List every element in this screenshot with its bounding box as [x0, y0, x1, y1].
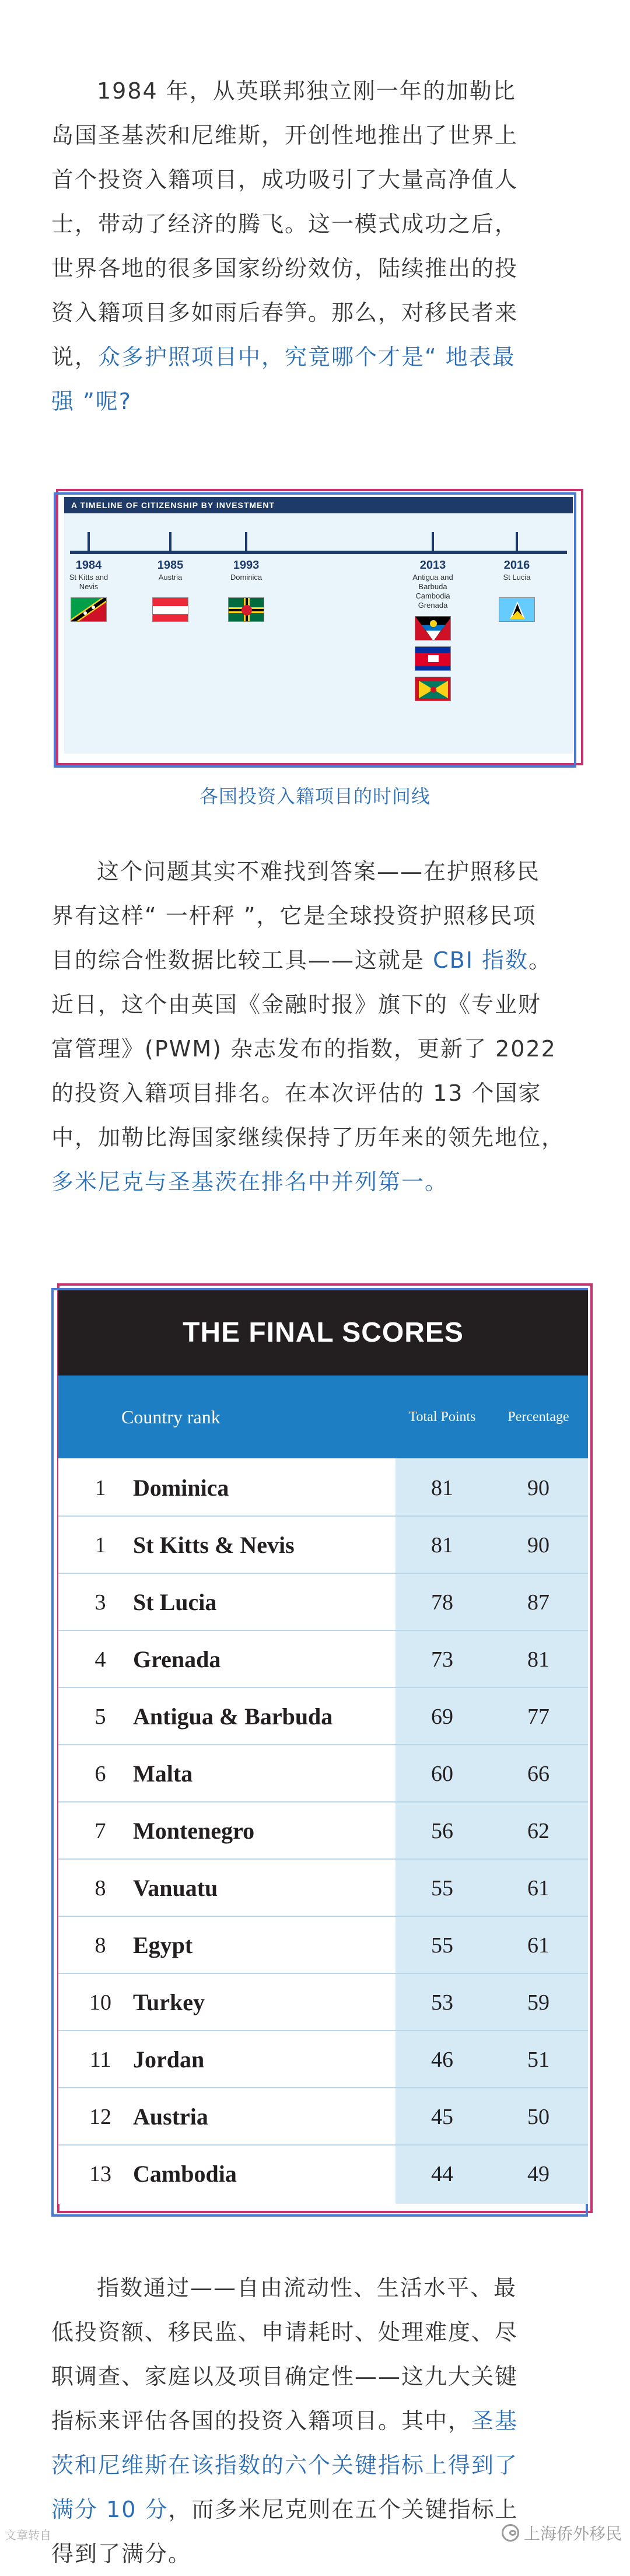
rank-cell: 3: [94, 1590, 106, 1615]
rank-cell: 10: [89, 1990, 111, 2015]
cbi-line: 富管理》(PWM) 杂志发布的指数，更新了 2022: [51, 1036, 556, 1062]
points-cell: 45: [431, 2105, 453, 2129]
points-cell: 53: [431, 1990, 453, 2015]
timeline-tick: [516, 532, 518, 553]
table-row: [58, 1860, 588, 1917]
table-row: [58, 1688, 588, 1745]
cbi-line: 界有这样“ 一杆秤 ”，它是全球投资护照移民项: [51, 903, 537, 929]
rank-cell: 7: [94, 1819, 106, 1843]
table-row: [58, 1517, 588, 1574]
timeline-country: Austria: [158, 573, 183, 582]
percentage-cell: 90: [527, 1476, 550, 1500]
cbi-line: 目的综合性数据比较工具——这就是: [51, 947, 433, 973]
indicators-line: ，而多米尼克则在五个关键指标上: [168, 2497, 519, 2522]
table-row: [58, 2031, 588, 2088]
dominica-flag: [228, 597, 264, 622]
intro-highlight-end: 强 ”呢?: [51, 388, 132, 414]
timeline-figure: [54, 489, 583, 765]
points-cell: 81: [431, 1533, 453, 1558]
ranking-highlight: 多米尼克与圣基茨在排名中并列第一。: [51, 1169, 449, 1195]
cbi-line: 的投资入籍项目排名。在本次评估的 13 个国家: [51, 1080, 542, 1106]
table-row: [58, 1917, 588, 1974]
wechat-icon: [502, 2524, 519, 2542]
intro-line: 世界各地的很多国家纷纷效仿，陆续推出的投: [51, 256, 519, 281]
table-row: [58, 1460, 588, 1517]
intro-line: 1984 年，从英联邦独立刚一年的加勒比: [97, 78, 516, 104]
austria-flag: [152, 597, 188, 622]
table-row: [58, 1974, 588, 2031]
country-cell: Antigua & Barbuda: [133, 1703, 333, 1730]
points-cell: 60: [431, 1762, 453, 1786]
timeline-entry: [205, 558, 287, 622]
rank-cell: 12: [89, 2105, 111, 2129]
percentage-cell: 66: [527, 1762, 550, 1786]
full-score-highlight: 满分 10 分: [51, 2497, 169, 2522]
right-watermark-text: 上海侨外移民: [523, 2524, 622, 2543]
indicators-line: 职调查、家庭以及项目确定性——这九大关键: [51, 2364, 519, 2389]
rank-cell: 13: [89, 2162, 111, 2186]
timeline-entry: [392, 558, 474, 701]
table-body: [58, 1458, 588, 2204]
table-row: [58, 1631, 588, 1688]
rank-cell: 4: [94, 1647, 106, 1672]
intro-line: 资入籍项目多如雨后春笋。那么，对移民者来: [51, 300, 519, 326]
timeline-year: 2013: [419, 559, 446, 572]
cbi-period: 。: [528, 947, 552, 973]
indicators-line: 得到了满分。: [51, 2541, 192, 2567]
country-cell: Vanuatu: [133, 1875, 218, 1901]
percentage-cell: 59: [527, 1990, 550, 2015]
cambodia-flag: [415, 646, 451, 671]
indicators-line: 指数通过——自由流动性、生活水平、最: [97, 2275, 517, 2301]
country-cell: Egypt: [133, 1932, 193, 1958]
country-cell: St Kitts & Nevis: [133, 1532, 295, 1558]
cbi-paragraph: [51, 849, 579, 1204]
country-cell: Turkey: [133, 1989, 205, 2015]
points-cell: 69: [431, 1704, 453, 1729]
timeline-entry: [476, 558, 558, 622]
percentage-cell: 77: [527, 1704, 550, 1729]
points-cell: 44: [431, 2162, 453, 2186]
final-scores-table: [58, 1290, 588, 2204]
antigua-flag: [415, 616, 451, 640]
timeline-year: 1993: [233, 559, 260, 572]
percentage-cell: 49: [527, 2162, 550, 2186]
table-row: [58, 1574, 588, 1631]
percentage-cell: 90: [527, 1533, 550, 1558]
timeline-country: St Kitts and Nevis: [69, 573, 108, 591]
timeline-country: Antigua and Barbuda Cambodia Grenada: [412, 573, 453, 610]
percentage-cell: 62: [527, 1819, 550, 1843]
table-header: [58, 1376, 588, 1458]
timeline-tick: [432, 532, 434, 553]
timeline-year: 2016: [503, 559, 530, 572]
intro-paragraph: [51, 69, 579, 424]
rank-cell: 11: [89, 2048, 111, 2072]
country-cell: Dominica: [133, 1475, 229, 1501]
percentage-cell: 50: [527, 2105, 550, 2129]
country-cell: Jordan: [133, 2046, 205, 2073]
timeline-caption: 各国投资入籍项目的时间线: [199, 785, 430, 807]
intro-line: 士，带动了经济的腾飞。这一模式成功之后，: [51, 211, 519, 237]
final-scores-figure: [51, 1283, 594, 2217]
rank-cell: 1: [94, 1476, 106, 1500]
header-percentage: Percentage: [508, 1409, 569, 1424]
rank-cell: 1: [94, 1533, 106, 1558]
rank-cell: 5: [94, 1704, 106, 1729]
timeline-panel: [64, 497, 573, 754]
intro-line: 说，: [51, 344, 99, 370]
table-title: THE FINAL SCORES: [58, 1290, 588, 1376]
cbi-line: 近日，这个由英国《金融时报》旗下的《专业财: [51, 992, 542, 1017]
country-cell: Grenada: [133, 1646, 221, 1672]
country-cell: Montenegro: [133, 1818, 255, 1844]
intro-highlight: 众多护照项目中，究竟哪个才是“ 地表最: [98, 344, 516, 370]
header-total-points: Total Points: [408, 1409, 476, 1424]
points-cell: 73: [431, 1647, 453, 1672]
country-cell: Malta: [133, 1760, 193, 1787]
points-cell: 55: [431, 1876, 453, 1901]
timeline-entry: [130, 558, 211, 622]
timeline-tick: [88, 532, 90, 553]
indicators-line: 指标来评估各国的投资入籍项目。其中，: [51, 2408, 472, 2434]
header-country-rank: Country rank: [121, 1406, 220, 1427]
intro-line: 首个投资入籍项目，成功吸引了大量高净值人: [51, 167, 519, 192]
left-watermark: 文章转自: [5, 2528, 51, 2542]
table-row: [58, 2146, 588, 2203]
country-cell: Austria: [133, 2104, 208, 2130]
right-watermark: [502, 2521, 622, 2544]
points-cell: 56: [431, 1819, 453, 1843]
rank-cell: 8: [94, 1876, 106, 1901]
cbi-line: 这个问题其实不难找到答案——在护照移民: [97, 859, 541, 884]
intro-line: 岛国圣基茨和尼维斯，开创性地推出了世界上: [51, 123, 519, 148]
points-cell: 81: [431, 1476, 453, 1500]
indicators-line: 低投资额、移民监、申请耗时、处理难度、尽: [51, 2319, 519, 2345]
percentage-cell: 61: [527, 1933, 550, 1958]
table-row: [58, 2088, 588, 2146]
cbi-line: 中，加勒比海国家继续保持了历年来的领先地位，: [51, 1125, 565, 1150]
percentage-cell: 61: [527, 1876, 550, 1901]
percentage-cell: 87: [527, 1590, 550, 1615]
timeline-entry: [48, 558, 130, 622]
cbi-index-highlight: CBI 指数: [433, 947, 528, 973]
table-row: [58, 1745, 588, 1803]
timeline-year: 1985: [157, 559, 184, 572]
indicators-highlight: 茨和尼维斯在该指数的六个关键指标上得到了: [51, 2452, 519, 2478]
indicators-highlight: 圣基: [471, 2408, 519, 2434]
timeline-country: St Lucia: [503, 573, 531, 582]
table-row: [58, 1803, 588, 1860]
country-cell: Cambodia: [133, 2161, 237, 2187]
percentage-cell: 81: [527, 1647, 550, 1672]
grenada-flag: [415, 677, 451, 701]
rank-cell: 8: [94, 1933, 106, 1958]
timeline-axis: [70, 551, 567, 554]
points-cell: 55: [431, 1933, 453, 1958]
timeline-band-title: A TIMELINE OF CITIZENSHIP BY INVESTMENT: [64, 497, 573, 513]
indicators-paragraph: [51, 2266, 579, 2576]
points-cell: 78: [431, 1590, 453, 1615]
country-cell: St Lucia: [133, 1589, 217, 1615]
percentage-cell: 51: [527, 2048, 550, 2072]
points-cell: 46: [431, 2048, 453, 2072]
st-kitts-flag: [71, 597, 107, 622]
timeline-tick: [245, 532, 247, 553]
timeline-year: 1984: [75, 559, 102, 572]
rank-cell: 6: [94, 1762, 106, 1786]
st-lucia-flag: [499, 597, 535, 622]
timeline-tick: [169, 532, 172, 553]
timeline-country: Dominica: [230, 573, 262, 582]
